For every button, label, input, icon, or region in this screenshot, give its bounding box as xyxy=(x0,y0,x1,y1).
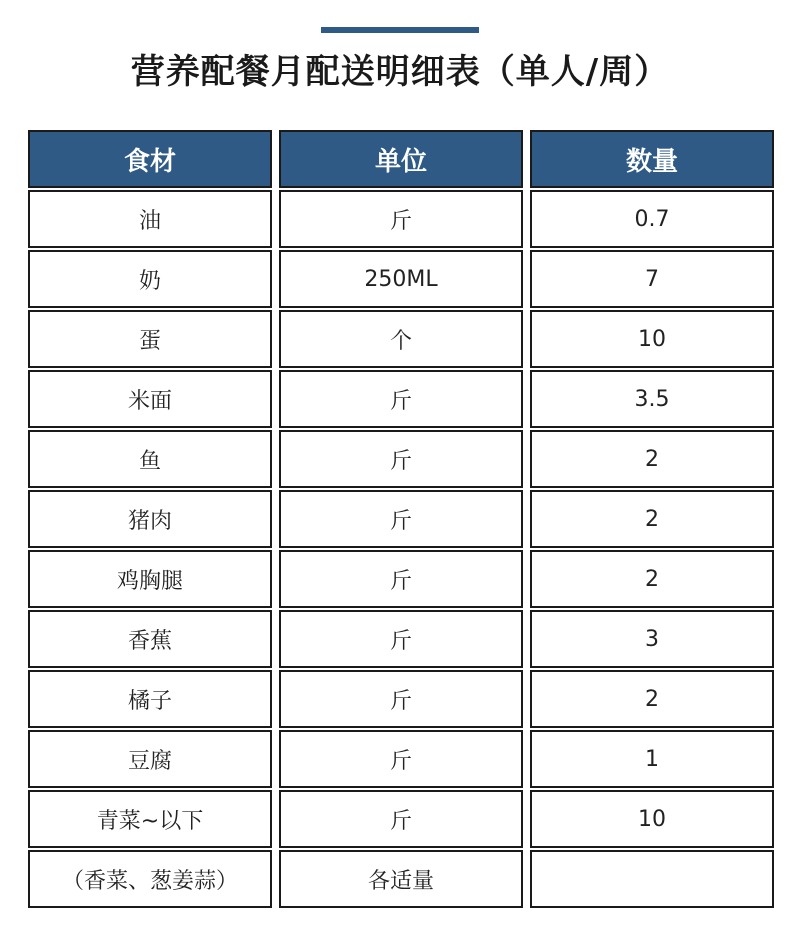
quantity-cell: 2 xyxy=(530,550,774,608)
table-header-row xyxy=(28,130,774,190)
quantity-cell xyxy=(530,850,774,908)
quantity-cell: 10 xyxy=(530,310,774,368)
title-accent-bar xyxy=(321,27,479,33)
ingredient-cell: 奶 xyxy=(28,250,272,308)
table-row xyxy=(28,850,774,910)
table-row xyxy=(28,670,774,730)
ingredient-cell: 豆腐 xyxy=(28,730,272,788)
unit-cell: 个 xyxy=(279,310,523,368)
quantity-cell: 2 xyxy=(530,430,774,488)
header-unit: 单位 xyxy=(279,130,523,188)
unit-cell: 250ML xyxy=(279,250,523,308)
table-row xyxy=(28,250,774,310)
ingredient-cell: 橘子 xyxy=(28,670,272,728)
ingredient-cell: 鸡胸腿 xyxy=(28,550,272,608)
ingredient-cell: 鱼 xyxy=(28,430,272,488)
table-row xyxy=(28,550,774,610)
quantity-cell: 10 xyxy=(530,790,774,848)
unit-cell: 斤 xyxy=(279,490,523,548)
quantity-cell: 3.5 xyxy=(530,370,774,428)
unit-cell: 斤 xyxy=(279,670,523,728)
ingredient-cell: 香蕉 xyxy=(28,610,272,668)
quantity-cell: 1 xyxy=(530,730,774,788)
ingredient-cell: 蛋 xyxy=(28,310,272,368)
quantity-cell: 2 xyxy=(530,670,774,728)
ingredient-cell: 猪肉 xyxy=(28,490,272,548)
unit-cell: 斤 xyxy=(279,790,523,848)
table-row xyxy=(28,430,774,490)
table-row xyxy=(28,730,774,790)
unit-cell: 斤 xyxy=(279,550,523,608)
quantity-cell: 7 xyxy=(530,250,774,308)
unit-cell: 斤 xyxy=(279,430,523,488)
unit-cell: 斤 xyxy=(279,730,523,788)
table-row xyxy=(28,370,774,430)
ingredient-cell: 米面 xyxy=(28,370,272,428)
page-title: 营养配餐月配送明细表（单人/周） xyxy=(130,52,670,92)
table-row xyxy=(28,490,774,550)
header-quantity: 数量 xyxy=(530,130,774,188)
table-row xyxy=(28,790,774,850)
delivery-table xyxy=(28,130,774,910)
unit-cell: 斤 xyxy=(279,610,523,668)
quantity-cell: 3 xyxy=(530,610,774,668)
table-row xyxy=(28,610,774,670)
quantity-cell: 2 xyxy=(530,490,774,548)
quantity-cell: 0.7 xyxy=(530,190,774,248)
unit-cell: 斤 xyxy=(279,190,523,248)
header-ingredient: 食材 xyxy=(28,130,272,188)
table-row xyxy=(28,190,774,250)
ingredient-cell: （香菜、葱姜蒜） xyxy=(28,850,272,908)
unit-cell: 斤 xyxy=(279,370,523,428)
table-row xyxy=(28,310,774,370)
ingredient-cell: 油 xyxy=(28,190,272,248)
ingredient-cell: 青菜~以下 xyxy=(28,790,272,848)
unit-cell: 各适量 xyxy=(279,850,523,908)
